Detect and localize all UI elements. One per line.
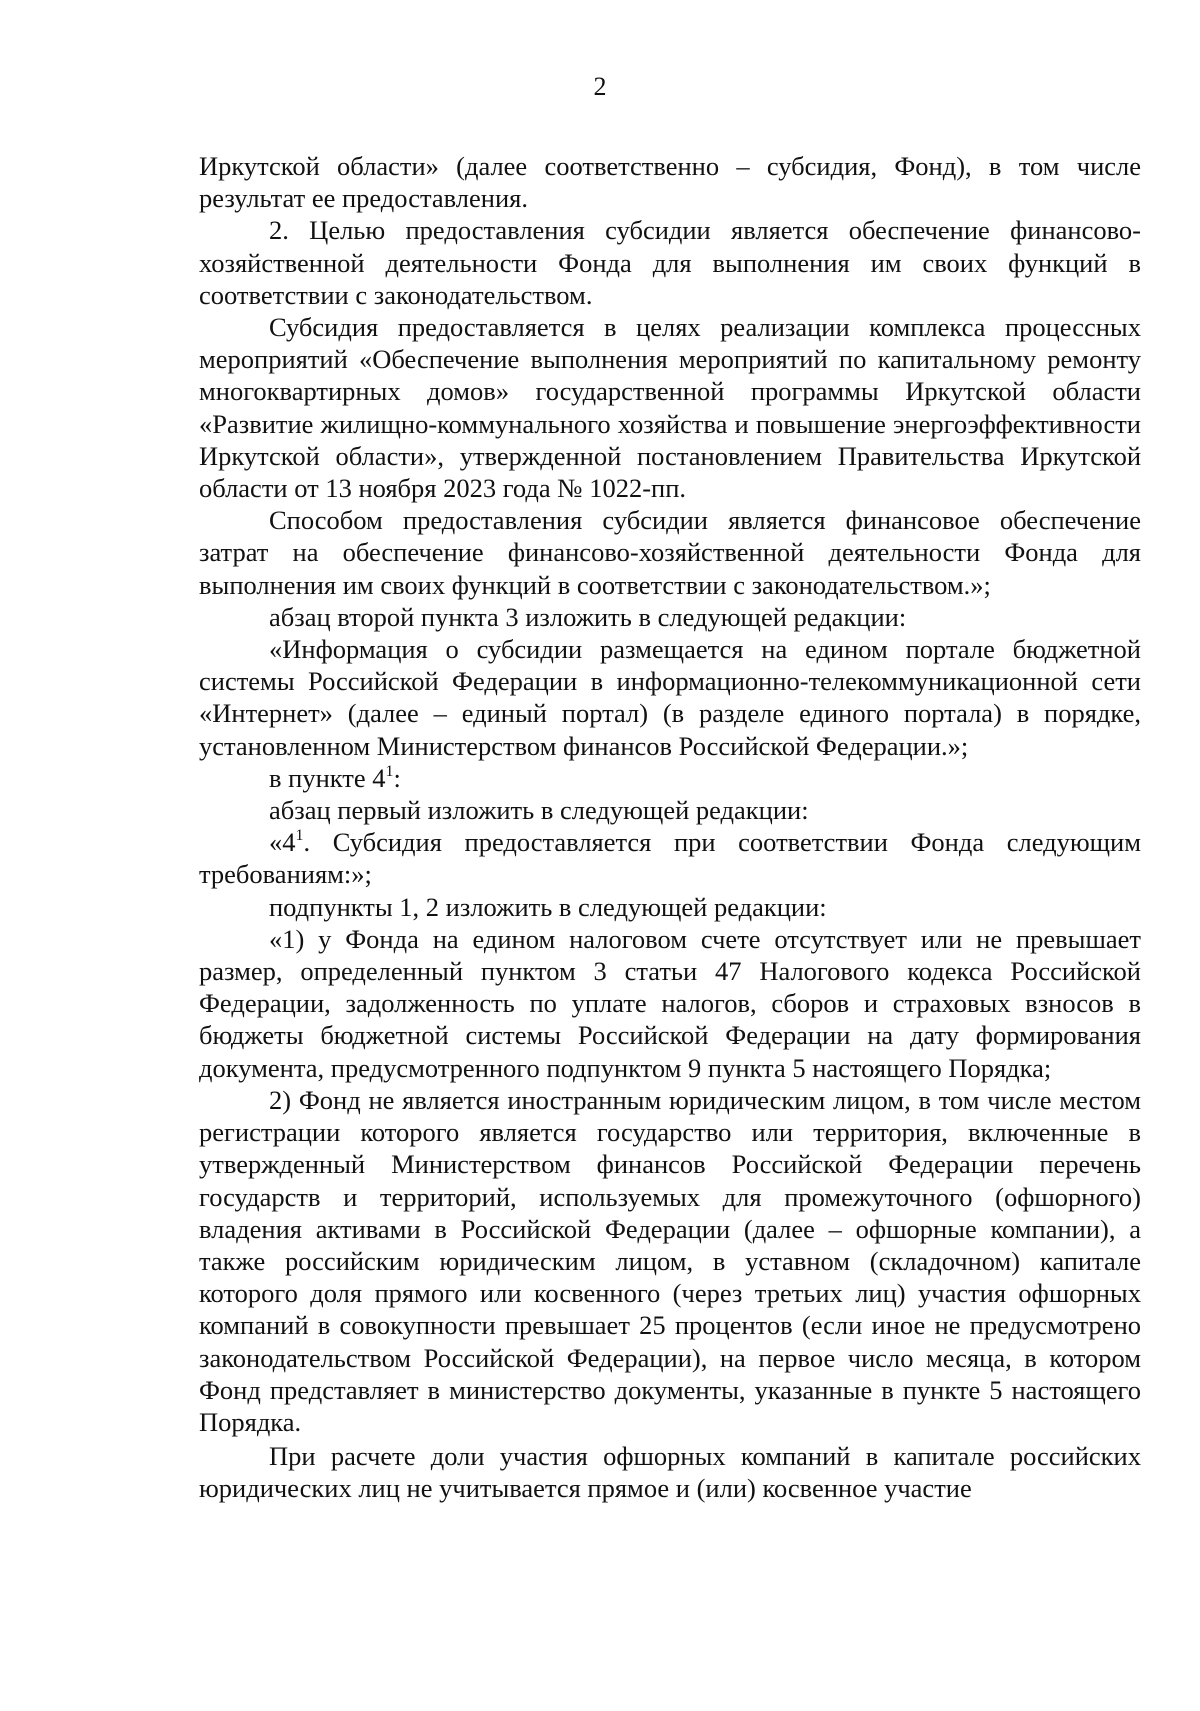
paragraph-subitem-1: «1) у Фонда на едином налоговом счете отсутствует или не превышает размер, определенный пунктом 3 статьи 47 Налогового кодекса Российской Федерации, задолженность по уплате налогов, сборов и страховых взносов в бюджеты бюджетной системы Российской Федерации на дату формирования документа, предусмотренного подпунктом 9 пункта 5 настоящего Порядка; <box>199 923 1141 1083</box>
item4-intro-suffix: : <box>393 762 401 793</box>
paragraph-continuation: Иркутской области» (далее соответственно – субсидия, Фонд), в том числе результат ее предоставления. <box>199 151 1141 214</box>
paragraph-purpose: Субсидия предоставляется в целях реализации комплекса процессных мероприятий «Обеспечение выполнения мероприятий по капитальному ремонту многоквартирных домов» государственной программы Иркутской области «Развитие жилищно-коммунального хозяйства и повышение энергоэффективности Иркутской области», утвержденной постановлением Правительства Иркутской области от 13 ноября 2023 года № 1022-пп. <box>199 312 1141 504</box>
paragraph-instruction-item3: абзац второй пункта 3 изложить в следующей редакции: <box>269 601 907 632</box>
paragraph-item4-text <box>199 826 1141 890</box>
paragraph-instruction-first: абзац первый изложить в следующей редакции: <box>269 795 809 826</box>
item4-body: . Субсидия предоставляется при соответствии Фонда следующим требованиям:»; <box>199 827 1141 890</box>
superscript-mark: 1 <box>385 762 394 780</box>
paragraph-method: Способом предоставления субсидии является финансовое обеспечение затрат на обеспечение финансово-хозяйственной деятельности Фонда для выполнения им своих функций в соответствии с законодательством.»; <box>199 505 1141 600</box>
page-number: 2 <box>593 72 607 101</box>
paragraph-information: «Информация о субсидии размещается на едином портале бюджетной системы Российской Федерации в информационно-телекоммуникационной сети «Интернет» (далее – единый портал) (в разделе единого портала) в порядке, установленном Министерством финансов Российской Федерации.»; <box>199 634 1141 761</box>
paragraph-goal: 2. Целью предоставления субсидии является обеспечение финансово-хозяйственной деятельности Фонда для выполнения им своих функций в соответствии с законодательством. <box>199 215 1141 310</box>
paragraph-offshore-calc: При расчете доли участия офшорных компаний в капитале российских юридических лиц не учитывается прямое и (или) косвенное участие <box>199 1441 1141 1504</box>
item4-number: «4 <box>269 827 296 858</box>
paragraph-item4-intro <box>199 762 1141 794</box>
paragraph-instruction-subitems: подпункты 1, 2 изложить в следующей редакции: <box>269 891 827 922</box>
item4-intro-text: в пункте 4 <box>269 762 386 793</box>
paragraph-subitem-2: 2) Фонд не является иностранным юридическим лицом, в том числе местом регистрации которого является государство или территория, включенные в утвержденный Министерством финансов Российской Федерации перечень государств и территорий, используемых для промежуточного (офшорного) владения активами в Российской Федерации (далее – офшорные компании), а также российским юридическим лицом, в уставном (складочном) капитале которого доля прямого или косвенного (через третьих лиц) участия офшорных компаний в совокупности превышает 25 процентов (если иное не предусмотрено законодательством Российской Федерации), на первое число месяца, в котором Фонд представляет в министерство документы, указанные в пункте 5 настоящего Порядка. <box>199 1084 1141 1437</box>
superscript-mark: 1 <box>295 827 304 845</box>
document-body <box>199 150 1141 1505</box>
